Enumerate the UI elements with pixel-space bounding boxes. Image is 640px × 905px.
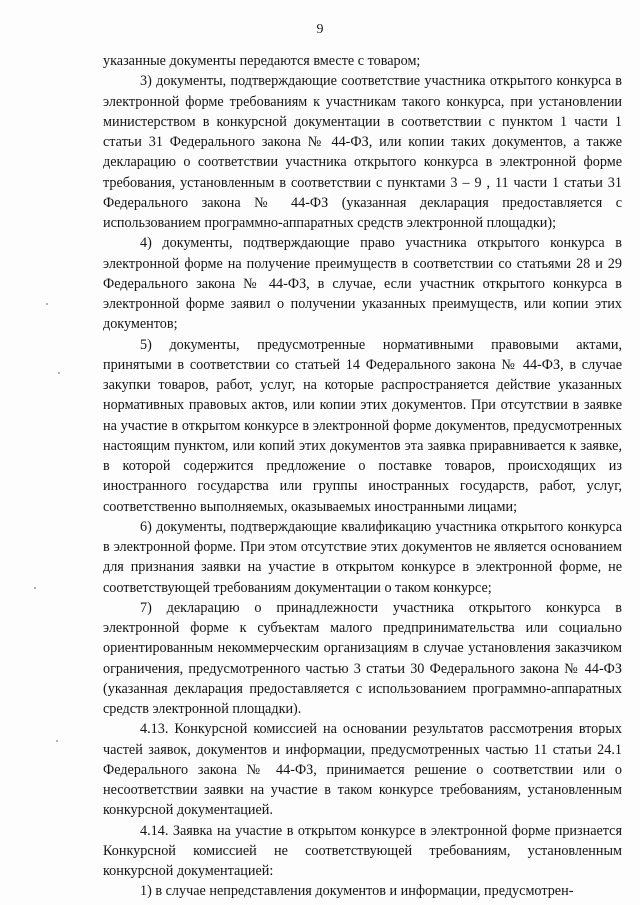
scan-speck — [46, 303, 48, 305]
paragraph-4-14: 4.14. Заявка на участие в открытом конкурсе в электронной форме признается Конкурсной комиссией не соответствующей требованиям, установленным конкурсной документацией: — [103, 822, 622, 879]
scan-speck — [34, 587, 36, 589]
paragraph-item-7: 7) декларацию о принадлежности участника открытого конкурса в электронной форме к субъектам малого предпринимательства или социально ориентированным некоммерческим организациям в случае установления заказчиком ограничения, предусмотренного частью 3 статьи 30 Федерального закона № 44-ФЗ (указанная декларация предоставляется с использованием программно-аппаратных средств электронной площадки). — [103, 599, 622, 717]
paragraph-item-6: 6) документы, подтверждающие квалификацию участника открытого конкурса в электронной форме. При этом отсутствие этих документов не является основанием для признания заявки на участие в открытом конкурсе в электронной форме, не соответствующей требованиям документации о таком конкурсе; — [103, 518, 622, 596]
paragraph-item-5: 5) документы, предусмотренные нормативными правовыми актами, принятыми в соответствии со статьей 14 Федерального закона № 44-ФЗ, в случае закупки товаров, работ, услуг, на которые распространяется действие указанных нормативных правовых актов, или копии этих документов. При отсутствии в заявке на участие в открытом конкурсе в электронной форме документов, предусмотренных настоящим пунктом, или копий этих документов эта заявка приравнивается к заявке, в которой содержится предложение о поставке товаров, происходящих из иностранного государства или группы иностранных государств, работ, услуг, соответственно выполняемых, оказываемых иностранными лицами; — [103, 336, 622, 515]
paragraph-item-3: 3) документы, подтверждающие соответствие участника открытого конкурса в электронной форме требованиям к участникам такого конкурса, при установлении министерством в конкурсной документации в соответствии с пунктом 1 части 1 статьи 31 Федерального закона № 44-ФЗ, или копии таких документов, а также декларацию о соответствии участника открытого конкурса в электронной форме требования, установленным в соответствии с пунктами 3 – 9 , 11 части 1 статьи 31 Федерального закона № 44-ФЗ (указанная декларация предоставляется с использованием программно-аппаратных средств электронной площадки); — [103, 73, 622, 231]
paragraph-item-4: 4) документы, подтверждающие право участника открытого конкурса в электронной форме на получение преимуществ в соответствии со статьями 28 и 29 Федерального закона № 44-ФЗ, в случае, если участник открытого конкурса в электронной форме заявил о получении указанных преимуществ, или копии этих документов; — [103, 235, 622, 333]
scan-speck — [56, 740, 58, 742]
paragraph-continuation: указанные документы передаются вместе с товаром; — [103, 53, 421, 69]
page-number: 9 — [316, 22, 324, 37]
paragraph-4-13: 4.13. Конкурсной комиссией на основании результатов рассмотрения вторых частей заявок, документов и информации, предусмотренных частью 11 статьи 24.1 Федерального закона № 44-ФЗ, принимается решение о соответствии или о несоответствии заявки на участие в таком конкурсе требованиям, установленным конкурсной документацией. — [103, 721, 622, 819]
scan-speck — [58, 372, 60, 374]
paragraph-4-14-item-1: 1) в случае непредставления документов и информации, предусмотрен- — [140, 883, 574, 900]
document-body — [103, 51, 622, 902]
